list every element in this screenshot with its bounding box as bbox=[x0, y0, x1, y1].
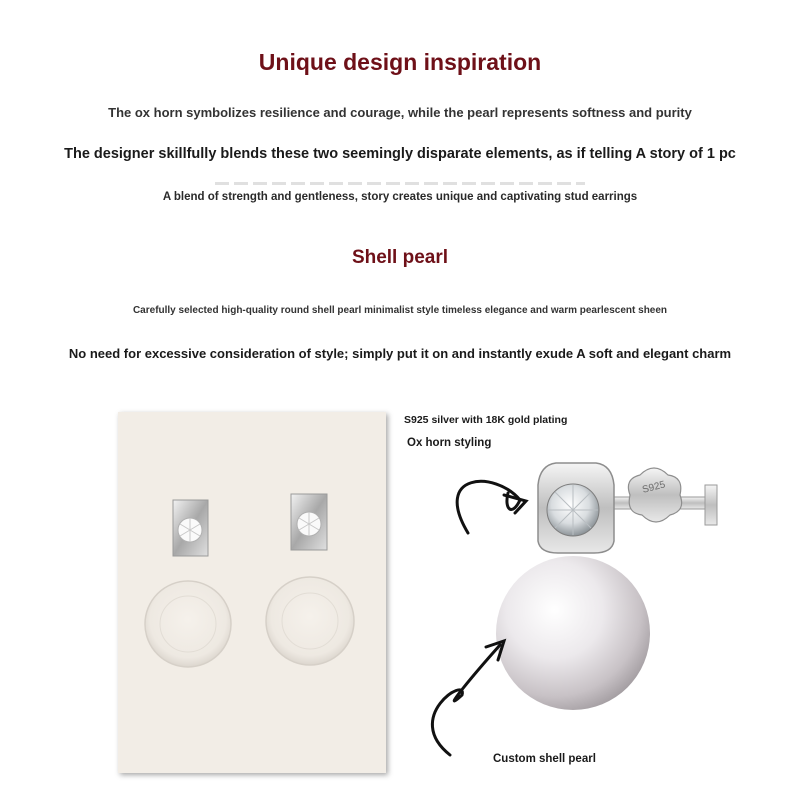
section-title-design: Unique design inspiration bbox=[258, 49, 542, 75]
left-earring bbox=[145, 500, 231, 667]
shell-text-line-1: Carefully selected high-quality round shell pearl minimalist style timeless elegance and warm pearlescent sheen bbox=[132, 305, 668, 316]
s925-stamp-text: S925 bbox=[641, 479, 667, 496]
design-text-line-3: A blend of strength and gentleness, story creates unique and captivating stud earrings bbox=[162, 191, 638, 203]
earring-pair-card bbox=[118, 412, 386, 773]
callout-silver-plating: S925 silver with 18K gold plating bbox=[404, 414, 568, 426]
earring-pair-illustration bbox=[118, 412, 386, 773]
design-text-line-2: The designer skillfully blends these two seemingly disparate elements, as if telling A story of 1 pc bbox=[64, 146, 736, 162]
earring-closeup-illustration bbox=[420, 455, 730, 755]
callout-custom-pearl: Custom shell pearl bbox=[493, 753, 596, 765]
shell-text-line-2: No need for excessive consideration of style; simply put it on and instantly exude A soft and elegant charm bbox=[68, 346, 732, 361]
earring-back-stamp bbox=[628, 468, 681, 522]
section-title-shell-pearl: Shell pearl bbox=[351, 247, 449, 268]
callout-ox-horn: Ox horn styling bbox=[407, 437, 492, 449]
arrow-to-ox-horn-icon bbox=[457, 481, 520, 533]
decorative-divider bbox=[215, 182, 585, 185]
right-earring bbox=[266, 494, 354, 665]
ox-horn-setting bbox=[538, 463, 614, 553]
arrow-to-pearl-icon bbox=[432, 645, 500, 755]
design-text-line-1: The ox horn symbolizes resilience and courage, while the pearl represents softness and purity bbox=[108, 105, 692, 120]
pearl bbox=[496, 556, 650, 710]
